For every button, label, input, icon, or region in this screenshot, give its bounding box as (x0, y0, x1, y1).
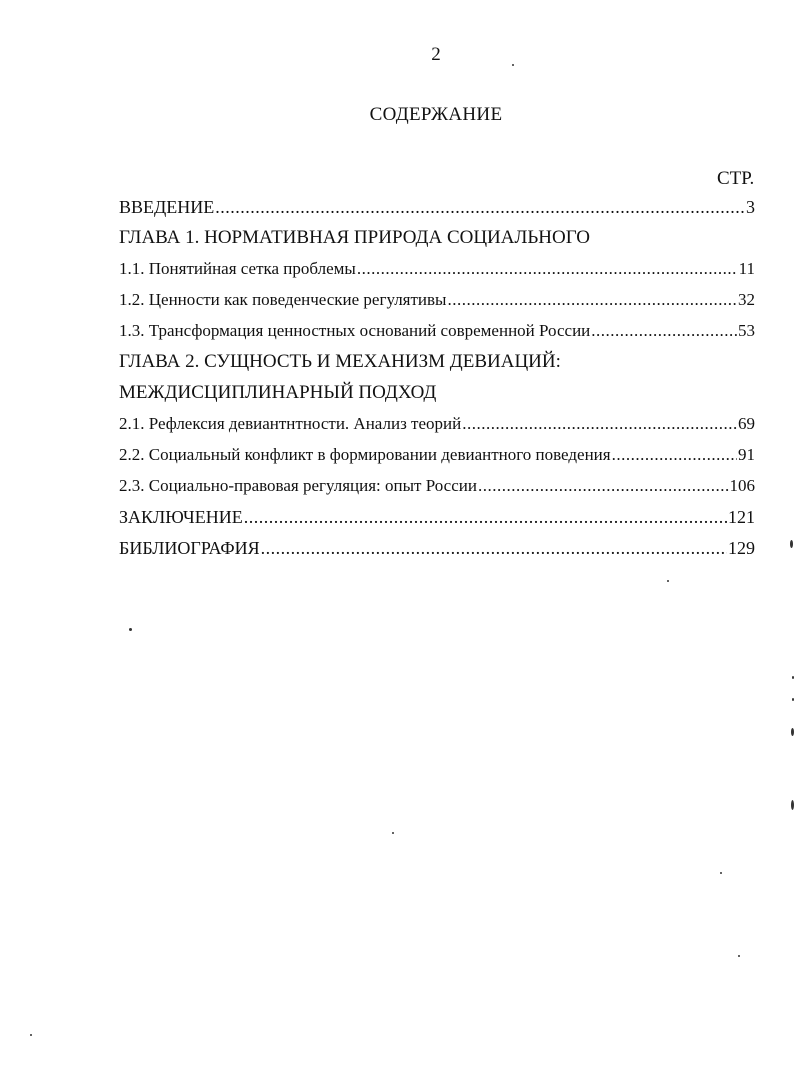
scan-speck (392, 832, 394, 834)
toc-chapter-1 (119, 227, 755, 258)
toc-entry-1-2 (119, 289, 755, 320)
toc-entry-2-2 (119, 444, 755, 475)
scan-speck (738, 955, 740, 957)
toc-entry-page: 106 (729, 476, 755, 495)
toc-dot-leader (591, 320, 737, 342)
toc-entry-page: 3 (746, 197, 755, 217)
toc-entry-label: 2.2. Социальный конфликт в формировании девиантного поведения (119, 445, 611, 464)
toc-dot-leader (447, 289, 737, 311)
scan-speck (129, 628, 132, 631)
toc-dot-leader (244, 506, 727, 528)
toc-entry-introduction (119, 196, 755, 227)
toc-entry-page: 129 (728, 538, 755, 558)
toc-dot-leader (215, 196, 745, 218)
toc-entry-label: 2.3. Социально-правовая регуляция: опыт России (119, 476, 477, 495)
scan-speck (791, 728, 794, 736)
scan-speck (512, 64, 514, 66)
toc-entry-label: 1.3. Трансформация ценностных оснований современной России (119, 321, 591, 340)
toc-entry-label: БИБЛИОГРАФИЯ (119, 538, 260, 558)
page-number: 2 (431, 44, 441, 65)
toc-entry-1-1 (119, 258, 755, 289)
scan-speck (720, 872, 722, 874)
toc-dot-leader (357, 258, 738, 280)
toc-entry-1-3 (119, 320, 755, 351)
table-of-contents (119, 196, 755, 568)
toc-entry-2-3 (119, 475, 755, 506)
toc-entry-page: 53 (738, 321, 755, 340)
toc-entry-label: 1.2. Ценности как поведенческие регулятивы (119, 290, 447, 309)
toc-dot-leader (462, 413, 737, 435)
toc-entry-label: 1.1. Понятийная сетка проблемы (119, 259, 356, 278)
toc-entry-label: ВВЕДЕНИЕ (119, 197, 215, 217)
toc-entry-page: 121 (728, 507, 755, 527)
scan-speck (792, 698, 794, 701)
scan-speck (30, 1034, 32, 1036)
toc-entry-page: 32 (738, 290, 755, 309)
toc-dot-leader (478, 475, 729, 497)
scan-speck (791, 800, 794, 810)
toc-entry-page: 91 (738, 445, 755, 464)
toc-entry-label: ЗАКЛЮЧЕНИЕ (119, 507, 243, 527)
toc-chapter-label: МЕЖДИСЦИПЛИНАРНЫЙ ПОДХОД (119, 382, 437, 403)
toc-chapter-2 (119, 351, 755, 382)
page-title: СОДЕРЖАНИЕ (369, 104, 503, 125)
toc-entry-conclusion (119, 506, 755, 537)
toc-entry-page: 11 (738, 259, 755, 278)
scan-speck (667, 580, 669, 582)
toc-chapter-2-continued (119, 382, 755, 413)
toc-dot-leader (612, 444, 737, 466)
page-column-label: СТР. (717, 168, 755, 189)
toc-dot-leader (261, 537, 727, 559)
scan-speck (790, 540, 793, 548)
toc-chapter-label: ГЛАВА 2. СУЩНОСТЬ И МЕХАНИЗМ ДЕВИАЦИЙ: (119, 351, 561, 372)
scan-speck (792, 676, 794, 679)
toc-entry-bibliography (119, 537, 755, 568)
toc-chapter-label: ГЛАВА 1. НОРМАТИВНАЯ ПРИРОДА СОЦИАЛЬНОГО (119, 227, 590, 248)
toc-entry-label: 2.1. Рефлексия девиантнтности. Анализ теорий (119, 414, 462, 433)
toc-entry-page: 69 (738, 414, 755, 433)
toc-entry-2-1 (119, 413, 755, 444)
